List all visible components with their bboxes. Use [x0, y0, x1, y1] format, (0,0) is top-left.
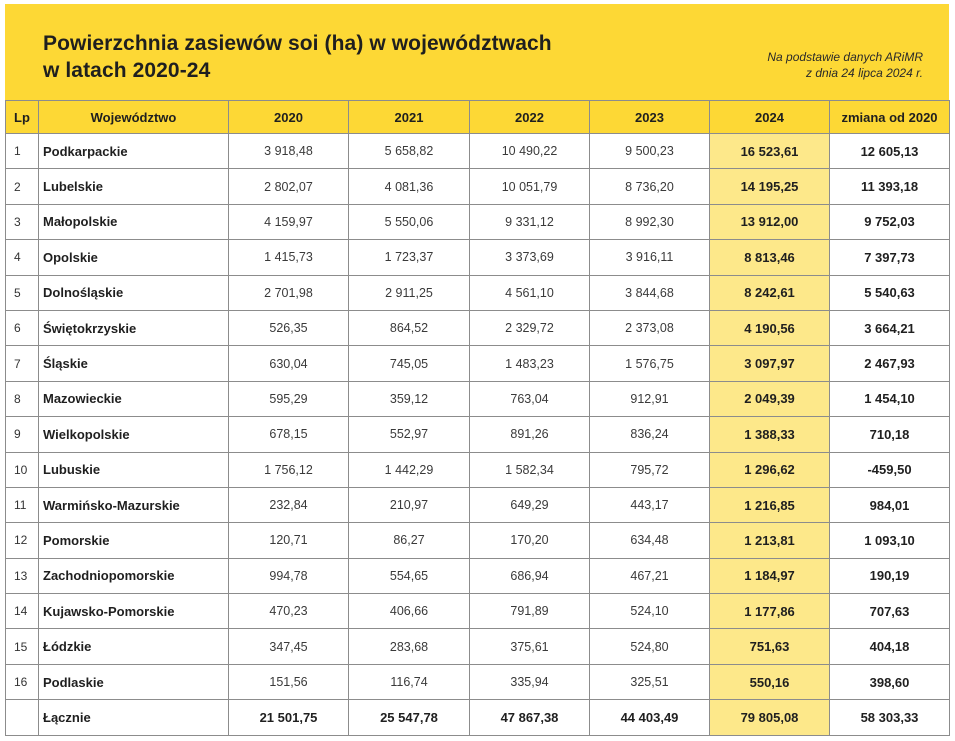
- cell-2022: 763,04: [470, 381, 590, 416]
- cell-2022: 686,94: [470, 558, 590, 593]
- cell-2023: 2 373,08: [590, 310, 710, 345]
- cell-2020: 120,71: [229, 523, 349, 558]
- cell-2021: 5 550,06: [349, 204, 470, 239]
- cell-2022: 1 582,34: [470, 452, 590, 487]
- cell-2024: 1 388,33: [710, 417, 830, 452]
- cell-2023: 3 844,68: [590, 275, 710, 310]
- cell-lp: 1: [6, 134, 39, 169]
- table-row: [6, 664, 950, 699]
- cell-change: 12 605,13: [830, 134, 950, 169]
- col-header-wojewodztwo: Województwo: [39, 101, 229, 134]
- total-cell-2021: 25 547,78: [349, 700, 470, 735]
- table-row: [6, 275, 950, 310]
- cell-2023: 634,48: [590, 523, 710, 558]
- cell-lp: 7: [6, 346, 39, 381]
- cell-lp: 8: [6, 381, 39, 416]
- table-row: [6, 417, 950, 452]
- cell-2020: 526,35: [229, 310, 349, 345]
- cell-2022: 4 561,10: [470, 275, 590, 310]
- table-row: [6, 594, 950, 629]
- source-note: [767, 49, 923, 81]
- cell-2023: 8 736,20: [590, 169, 710, 204]
- cell-2024: 550,16: [710, 664, 830, 699]
- col-header-2024: 2024: [710, 101, 830, 134]
- cell-2020: 3 918,48: [229, 134, 349, 169]
- cell-2021: 2 911,25: [349, 275, 470, 310]
- cell-wojewodztwo: Podlaskie: [39, 664, 229, 699]
- cell-2021: 406,66: [349, 594, 470, 629]
- cell-2022: 3 373,69: [470, 240, 590, 275]
- table-row: [6, 558, 950, 593]
- header-banner: [5, 4, 949, 100]
- cell-2023: 912,91: [590, 381, 710, 416]
- cell-change: 984,01: [830, 487, 950, 522]
- cell-lp: 16: [6, 664, 39, 699]
- cell-2021: 554,65: [349, 558, 470, 593]
- cell-wojewodztwo: Wielkopolskie: [39, 417, 229, 452]
- cell-wojewodztwo: Łódzkie: [39, 629, 229, 664]
- cell-2021: 283,68: [349, 629, 470, 664]
- cell-lp: 6: [6, 310, 39, 345]
- col-header-2023: 2023: [590, 101, 710, 134]
- cell-2020: 232,84: [229, 487, 349, 522]
- cell-change: 404,18: [830, 629, 950, 664]
- cell-wojewodztwo: Zachodniopomorskie: [39, 558, 229, 593]
- source-line-1: Na podstawie danych ARiMR: [767, 50, 923, 64]
- total-cell-change: 58 303,33: [830, 700, 950, 735]
- cell-2020: 994,78: [229, 558, 349, 593]
- cell-2020: 630,04: [229, 346, 349, 381]
- table-row: [6, 134, 950, 169]
- title-line-1: Powierzchnia zasiewów soi (ha) w województwach: [43, 32, 552, 55]
- cell-lp: 10: [6, 452, 39, 487]
- table-row: [6, 346, 950, 381]
- cell-change: 1 454,10: [830, 381, 950, 416]
- cell-change: 5 540,63: [830, 275, 950, 310]
- cell-2020: 2 802,07: [229, 169, 349, 204]
- cell-2024: 4 190,56: [710, 310, 830, 345]
- cell-2020: 1 756,12: [229, 452, 349, 487]
- cell-2024: 1 184,97: [710, 558, 830, 593]
- cell-2024: 1 296,62: [710, 452, 830, 487]
- cell-wojewodztwo: Pomorskie: [39, 523, 229, 558]
- cell-lp: 3: [6, 204, 39, 239]
- cell-2024: 1 177,86: [710, 594, 830, 629]
- table-row: [6, 169, 950, 204]
- cell-2022: 375,61: [470, 629, 590, 664]
- cell-lp: 14: [6, 594, 39, 629]
- cell-2023: 9 500,23: [590, 134, 710, 169]
- cell-2022: 891,26: [470, 417, 590, 452]
- table-row: [6, 629, 950, 664]
- cell-2024: 13 912,00: [710, 204, 830, 239]
- table-body: [6, 134, 950, 736]
- total-cell-lp: [6, 700, 39, 735]
- cell-2020: 1 415,73: [229, 240, 349, 275]
- cell-change: 1 093,10: [830, 523, 950, 558]
- cell-change: 707,63: [830, 594, 950, 629]
- cell-2023: 524,10: [590, 594, 710, 629]
- cell-2022: 335,94: [470, 664, 590, 699]
- cell-2023: 3 916,11: [590, 240, 710, 275]
- cell-2020: 347,45: [229, 629, 349, 664]
- cell-2023: 1 576,75: [590, 346, 710, 381]
- cell-lp: 13: [6, 558, 39, 593]
- cell-2022: 170,20: [470, 523, 590, 558]
- table-row: [6, 204, 950, 239]
- cell-2023: 325,51: [590, 664, 710, 699]
- table-total-row: [6, 700, 950, 735]
- col-header-change: zmiana od 2020: [830, 101, 950, 134]
- cell-change: -459,50: [830, 452, 950, 487]
- cell-2021: 86,27: [349, 523, 470, 558]
- table-row: [6, 381, 950, 416]
- cell-2024: 14 195,25: [710, 169, 830, 204]
- cell-wojewodztwo: Podkarpackie: [39, 134, 229, 169]
- cell-change: 190,19: [830, 558, 950, 593]
- total-cell-2020: 21 501,75: [229, 700, 349, 735]
- cell-2024: 1 213,81: [710, 523, 830, 558]
- cell-2024: 3 097,97: [710, 346, 830, 381]
- cell-2021: 4 081,36: [349, 169, 470, 204]
- cell-2021: 745,05: [349, 346, 470, 381]
- total-cell-2023: 44 403,49: [590, 700, 710, 735]
- cell-change: 3 664,21: [830, 310, 950, 345]
- cell-2023: 467,21: [590, 558, 710, 593]
- cell-2021: 116,74: [349, 664, 470, 699]
- cell-2021: 359,12: [349, 381, 470, 416]
- cell-2023: 836,24: [590, 417, 710, 452]
- cell-2024: 8 813,46: [710, 240, 830, 275]
- cell-2024: 16 523,61: [710, 134, 830, 169]
- cell-2020: 678,15: [229, 417, 349, 452]
- cell-2022: 649,29: [470, 487, 590, 522]
- col-header-lp: Lp: [6, 101, 39, 134]
- cell-2024: 751,63: [710, 629, 830, 664]
- cell-change: 7 397,73: [830, 240, 950, 275]
- cell-lp: 2: [6, 169, 39, 204]
- cell-wojewodztwo: Mazowieckie: [39, 381, 229, 416]
- cell-wojewodztwo: Kujawsko-Pomorskie: [39, 594, 229, 629]
- total-cell-2024: 79 805,08: [710, 700, 830, 735]
- cell-2022: 10 051,79: [470, 169, 590, 204]
- data-table: [5, 100, 950, 736]
- cell-wojewodztwo: Dolnośląskie: [39, 275, 229, 310]
- total-cell-wojewodztwo: Łącznie: [39, 700, 229, 735]
- cell-2022: 791,89: [470, 594, 590, 629]
- col-header-2021: 2021: [349, 101, 470, 134]
- cell-2024: 2 049,39: [710, 381, 830, 416]
- source-line-2: z dnia 24 lipca 2024 r.: [806, 66, 923, 80]
- cell-lp: 15: [6, 629, 39, 664]
- cell-2020: 470,23: [229, 594, 349, 629]
- cell-lp: 4: [6, 240, 39, 275]
- table-header-row: [6, 101, 950, 134]
- cell-change: 2 467,93: [830, 346, 950, 381]
- cell-2024: 1 216,85: [710, 487, 830, 522]
- cell-2021: 1 442,29: [349, 452, 470, 487]
- cell-2021: 864,52: [349, 310, 470, 345]
- cell-2021: 552,97: [349, 417, 470, 452]
- cell-2020: 2 701,98: [229, 275, 349, 310]
- cell-wojewodztwo: Małopolskie: [39, 204, 229, 239]
- cell-2023: 795,72: [590, 452, 710, 487]
- cell-2022: 10 490,22: [470, 134, 590, 169]
- cell-wojewodztwo: Opolskie: [39, 240, 229, 275]
- cell-2020: 595,29: [229, 381, 349, 416]
- cell-2022: 9 331,12: [470, 204, 590, 239]
- table-row: [6, 240, 950, 275]
- total-cell-2022: 47 867,38: [470, 700, 590, 735]
- cell-wojewodztwo: Lubelskie: [39, 169, 229, 204]
- cell-2024: 8 242,61: [710, 275, 830, 310]
- cell-2020: 4 159,97: [229, 204, 349, 239]
- cell-2023: 524,80: [590, 629, 710, 664]
- table-row: [6, 523, 950, 558]
- cell-change: 9 752,03: [830, 204, 950, 239]
- cell-2022: 2 329,72: [470, 310, 590, 345]
- cell-2020: 151,56: [229, 664, 349, 699]
- cell-change: 710,18: [830, 417, 950, 452]
- cell-lp: 11: [6, 487, 39, 522]
- col-header-2022: 2022: [470, 101, 590, 134]
- cell-change: 398,60: [830, 664, 950, 699]
- cell-2023: 443,17: [590, 487, 710, 522]
- cell-2022: 1 483,23: [470, 346, 590, 381]
- cell-2023: 8 992,30: [590, 204, 710, 239]
- page-title: [43, 30, 552, 84]
- cell-2021: 210,97: [349, 487, 470, 522]
- table-row: [6, 452, 950, 487]
- cell-lp: 5: [6, 275, 39, 310]
- cell-lp: 9: [6, 417, 39, 452]
- cell-wojewodztwo: Warmińsko-Mazurskie: [39, 487, 229, 522]
- cell-2021: 5 658,82: [349, 134, 470, 169]
- cell-2021: 1 723,37: [349, 240, 470, 275]
- cell-wojewodztwo: Lubuskie: [39, 452, 229, 487]
- table-row: [6, 487, 950, 522]
- col-header-2020: 2020: [229, 101, 349, 134]
- cell-lp: 12: [6, 523, 39, 558]
- table-row: [6, 310, 950, 345]
- title-line-2: w latach 2020-24: [43, 59, 211, 82]
- cell-wojewodztwo: Świętokrzyskie: [39, 310, 229, 345]
- cell-change: 11 393,18: [830, 169, 950, 204]
- cell-wojewodztwo: Śląskie: [39, 346, 229, 381]
